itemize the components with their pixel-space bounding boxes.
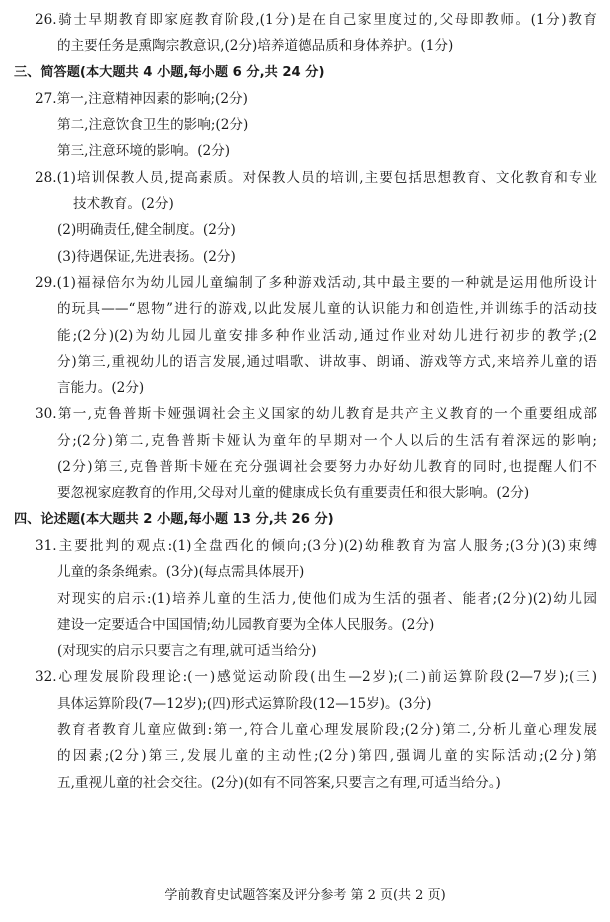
section-heading [0, 60, 610, 86]
line-text: 分)第三,重视幼儿的语言发展,通过唱歌、讲故事、朗诵、游戏等方式,来培养儿童的语 [57, 353, 597, 370]
answer-continuation-line [0, 480, 610, 506]
line-text: 能;(2分)(2)为幼儿园儿童安排多种作业活动,通过作业对幼儿进行初步的教学;(2 [57, 327, 597, 344]
answer-continuation-line [0, 375, 610, 401]
line-text: 五,重视儿童的社会交往。(2分)(如有不同答案,只要言之有理,可适当给分。) [57, 774, 501, 791]
question-answer-line [0, 165, 610, 191]
answer-continuation-line [0, 691, 610, 717]
line-text: 言能力。(2分) [57, 380, 145, 397]
answer-continuation-line [0, 638, 610, 664]
answer-continuation-line [0, 349, 610, 375]
line-text: (2)明确责任,健全制度。(2分) [57, 222, 236, 239]
line-text: 技术教育。(2分) [73, 196, 174, 213]
answer-continuation-line [0, 559, 610, 585]
answer-continuation-line [0, 138, 610, 164]
line-text: 教育者教育儿童应做到:第一,符合儿童心理发展阶段;(2分)第二,分析儿童心理发展 [57, 722, 597, 739]
line-text: 27.第一,注意精神因素的影响;(2分) [35, 90, 248, 107]
answer-continuation-line [0, 717, 610, 743]
answer-continuation-line [0, 454, 610, 480]
line-text: 31.主要批判的观点:(1)全盘西化的倾向;(3分)(2)幼稚教育为富人服务;(3分)(3)束缚 [35, 537, 597, 554]
line-text: 第三,注意环境的影响。(2分) [57, 143, 231, 160]
section-heading [0, 507, 610, 533]
line-text: 分;(2分)第二,克鲁普斯卡娅认为童年的早期对一个人以后的生活有着深远的影响; [57, 432, 597, 449]
question-answer-line [0, 86, 610, 112]
answer-continuation-line [0, 428, 610, 454]
line-text: 28.(1)培训保教人员,提高素质。对保教人员的培训,主要包括思想教育、文化教育和专业 [35, 169, 597, 186]
line-text: 的主要任务是熏陶宗教意识,(2分)培养道德品质和身体养护。(1分) [57, 38, 454, 55]
answer-continuation-line [0, 586, 610, 612]
answer-continuation-line [0, 743, 610, 769]
line-text: 儿童的条条绳索。(3分)(每点需具体展开) [57, 564, 305, 581]
answer-continuation-line [0, 296, 610, 322]
line-text: 32.心理发展阶段理论:(一)感觉运动阶段(出生—2岁);(二)前运算阶段(2—7岁);(三) [35, 669, 597, 686]
question-answer-line [0, 664, 610, 690]
line-text: 29.(1)福禄倍尔为幼儿园儿童编制了多种游戏活动,其中最主要的一种就是运用他所设计 [35, 274, 597, 291]
question-answer-line [0, 7, 610, 33]
answer-document [0, 7, 610, 796]
answer-continuation-line [0, 244, 610, 270]
question-answer-line [0, 270, 610, 296]
line-text: (3)待遇保证,先进表扬。(2分) [57, 248, 236, 265]
line-text: 26.骑士早期教育即家庭教育阶段,(1分)是在自己家里度过的,父母即教师。(1分)教育 [35, 12, 597, 28]
line-text: 建设一定要适合中国国情;幼儿园教育要为全体人民服务。(2分) [57, 616, 435, 633]
answer-continuation-line [0, 217, 610, 243]
answer-continuation-line [0, 770, 610, 796]
answer-continuation-line [0, 191, 610, 217]
line-text: 的玩具——“恩物”进行的游戏,以此发展儿童的认识能力和创造性,并训练手的活动技 [57, 301, 597, 318]
answer-continuation-line [0, 612, 610, 638]
line-text: 对现实的启示:(1)培养儿童的生活力,使他们成为生活的强者、能者;(2分)(2)幼儿园 [57, 590, 597, 607]
answer-continuation-line [0, 33, 610, 59]
line-text: 要忽视家庭教育的作用,父母对儿童的健康成长负有重要责任和很大影响。(2分) [57, 485, 530, 502]
line-text: 的因素;(2分)第三,发展儿童的主动性;(2分)第四,强调儿童的实际活动;(2分)第 [57, 748, 597, 765]
line-text: 三、简答题(本大题共 4 小题,每小题 6 分,共 24 分) [14, 64, 325, 80]
line-text: 四、论述题(本大题共 2 小题,每小题 13 分,共 26 分) [14, 511, 334, 527]
line-text: (2分)第三,克鲁普斯卡娅在充分强调社会要努力办好幼儿教育的同时,也提醒人们不 [57, 459, 597, 476]
line-text: 第二,注意饮食卫生的影响;(2分) [57, 117, 249, 134]
question-answer-line [0, 533, 610, 559]
answer-continuation-line [0, 112, 610, 138]
line-text: 30.第一,克鲁普斯卡娅强调社会主义国家的幼儿教育是共产主义教育的一个重要组成部 [35, 406, 597, 423]
question-answer-line [0, 401, 610, 427]
line-text: (对现实的启示只要言之有理,就可适当给分) [57, 643, 317, 660]
answer-continuation-line [0, 323, 610, 349]
line-text: 具体运算阶段(7—12岁);(四)形式运算阶段(12—15岁)。(3分) [57, 695, 432, 712]
page-footer: 学前教育史试题答案及评分参考 第 2 页(共 2 页) [164, 888, 446, 903]
